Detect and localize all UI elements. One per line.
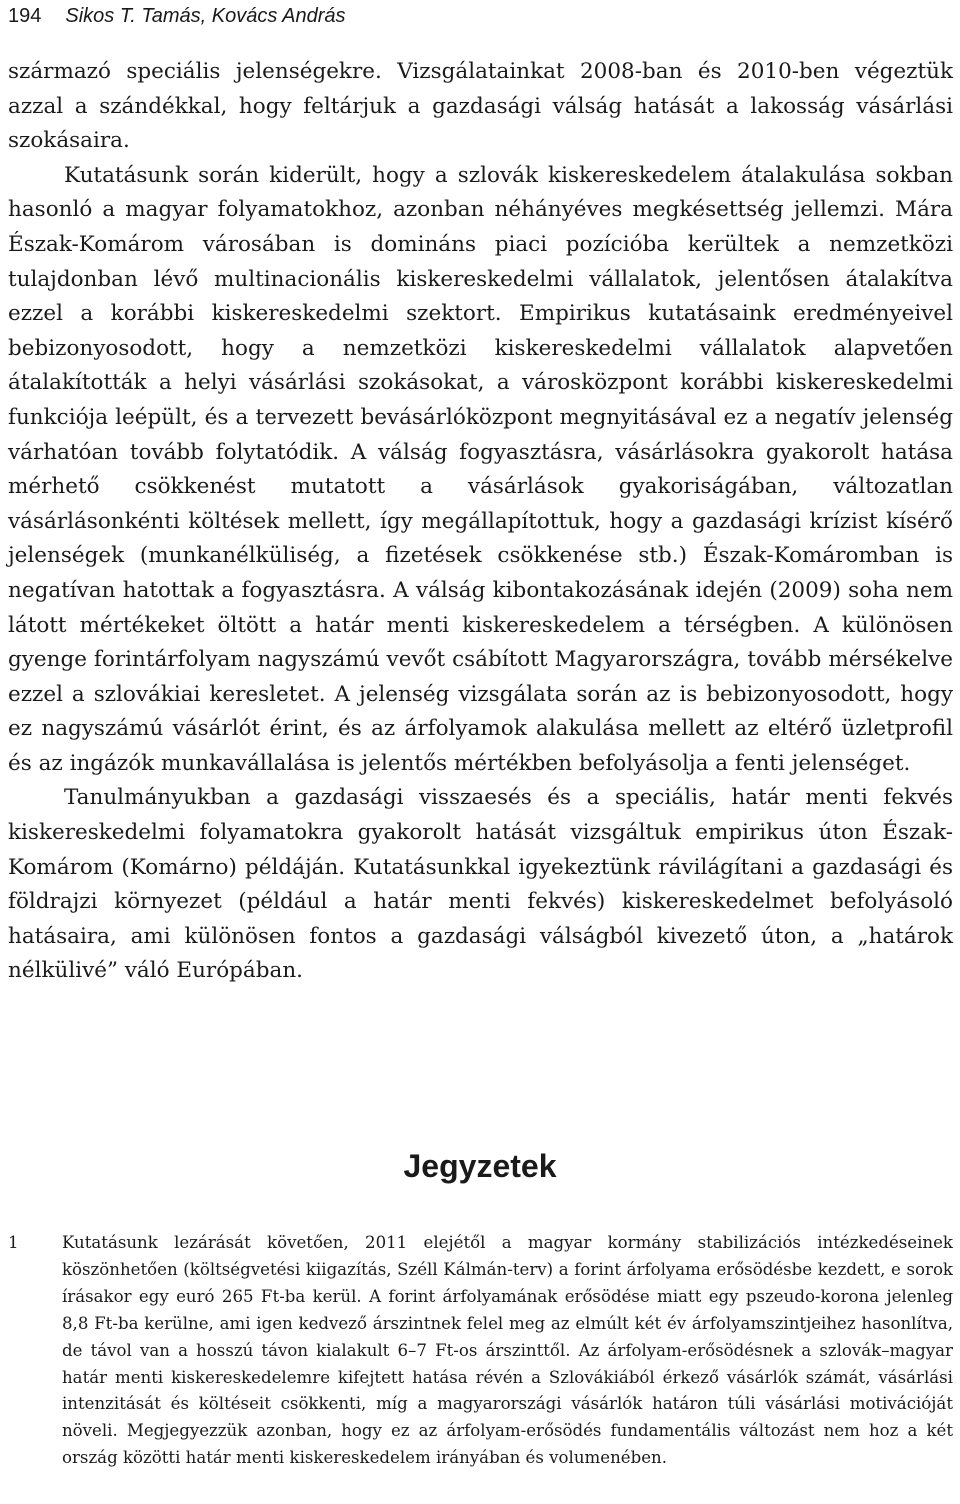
body-text xyxy=(8,55,953,989)
running-header xyxy=(8,4,346,28)
running-header-authors: Sikos T. Tamás, Kovács András xyxy=(65,5,346,27)
body-paragraph: Tanulmányukban a gazdasági visszaesés és a speciális, határ menti fekvés kiskereskedelmi folyamatokra gyakorolt hatását vizsgáltuk empirikus úton Észak-Komárom (Komárno) példáján. Kutatásunkkal igyekeztünk rávilágítani a gazdasági és földrajzi környezet (például a határ menti fekvés) kiskereskedelmet befolyásoló hatásaira, ami különösen fontos a gazdasági válságból kivezető úton, a „határok nélkülivé” váló Európában. xyxy=(8,785,953,984)
endnote-number: 1 xyxy=(8,1233,19,1252)
endnote xyxy=(8,1230,953,1472)
body-paragraph: Kutatásunk során kiderült, hogy a szlovák kiskereskedelem átalakulása sokban hasonló a magyar folyamatokhoz, azonban néhányéves megkésettség jellemzi. Mára Észak-Komárom városában is domináns piaci pozícióba kerültek a nemzetközi tulajdonban lévő multinacionális kiskereskedelmi vállalatok, jelentősen átalakítva ezzel a korábbi kiskereskedelmi szektort. Empirikus kutatásaink eredményeivel bebizonyosodott, hogy a nemzetközi kiskereskedelmi vállalatok alapvetően átalakították a helyi vásárlási szokásokat, a városközpont korábbi kiskereskedelmi funkciója leépült, és a tervezett bevásárlóközpont megnyitásával ez a negatív jelenség várhatóan tovább folytatódik. A válság fogyasztásra, vásárlásokra gyakorolt hatása mérhető csökkenést mutatott a vásárlások gyakoriságában, változatlan vásárlásonkénti költések mellett, így megállapítottuk, hogy a gazdasági krízist kísérő jelenségek (munkanélküliség, a fizetések csökkenése stb.) Észak-Komáromban is negatívan hatottak a fogyasztásra. A válság kibontakozásának idején (2009) soha nem látott mértékeket öltött a határ menti kiskereskedelem a térségben. A különösen gyenge forintárfolyam nagyszámú vevőt csábított Magyarországra, tovább mérsékelve ezzel a szlovákiai keresletet. A jelenség vizsgálata során az is bebizonyosodott, hogy ez nagyszámú vásárlót érint, és az árfolyamok alakulása mellett az eltérő üzletprofil és az ingázók munkavállalása is jelentős mértékben befolyásolja a fenti jelenséget. xyxy=(8,162,953,776)
endnote-text: Kutatásunk lezárását követően, 2011 elejétől a magyar kormány stabilizációs intézkedéseinek köszönhetően (költségvetési kiigazítás, Széll Kálmán-terv) a forint árfolyama erősödésbe kezdett, e sorok írásakor egy euró 265 Ft-ba kerül. A forint árfolyamának erősödése miatt egy pszeudo-korona jelenleg 8,8 Ft-ba kerülne, ami igen kedvező árszintnek felel meg az elmúlt két év árfolyamszintjeihez hasonlítva, de távol van a hosszú távon kialakult 6–7 Ft-os árszinttől. Az árfolyam-erősödésnek a szlovák–magyar határ menti kiskereskedelemre kifejtett hatása révén a Szlovákiából érkező vásárlók számát, vásárlási intenzitását és költéseit csökkenti, míg a magyarországi vásárlók határon túli vásárlási motivációját növeli. Megjegyezzük azonban, hogy ez az árfolyam-erősödés fundamentális változást nem hoz a két ország közötti határ menti kiskereskedelem irányában és volumenében. xyxy=(62,1233,953,1468)
body-paragraph-continued: származó speciális jelenségekre. Vizsgálatainkat 2008-ban és 2010-ben végeztük azzal a szándékkal, hogy feltárjuk a gazdasági válság hatását a lakosság vásárlási szokásaira. xyxy=(8,59,953,154)
notes-heading: Jegyzetek xyxy=(403,1148,557,1184)
page-number: 194 xyxy=(8,5,42,27)
